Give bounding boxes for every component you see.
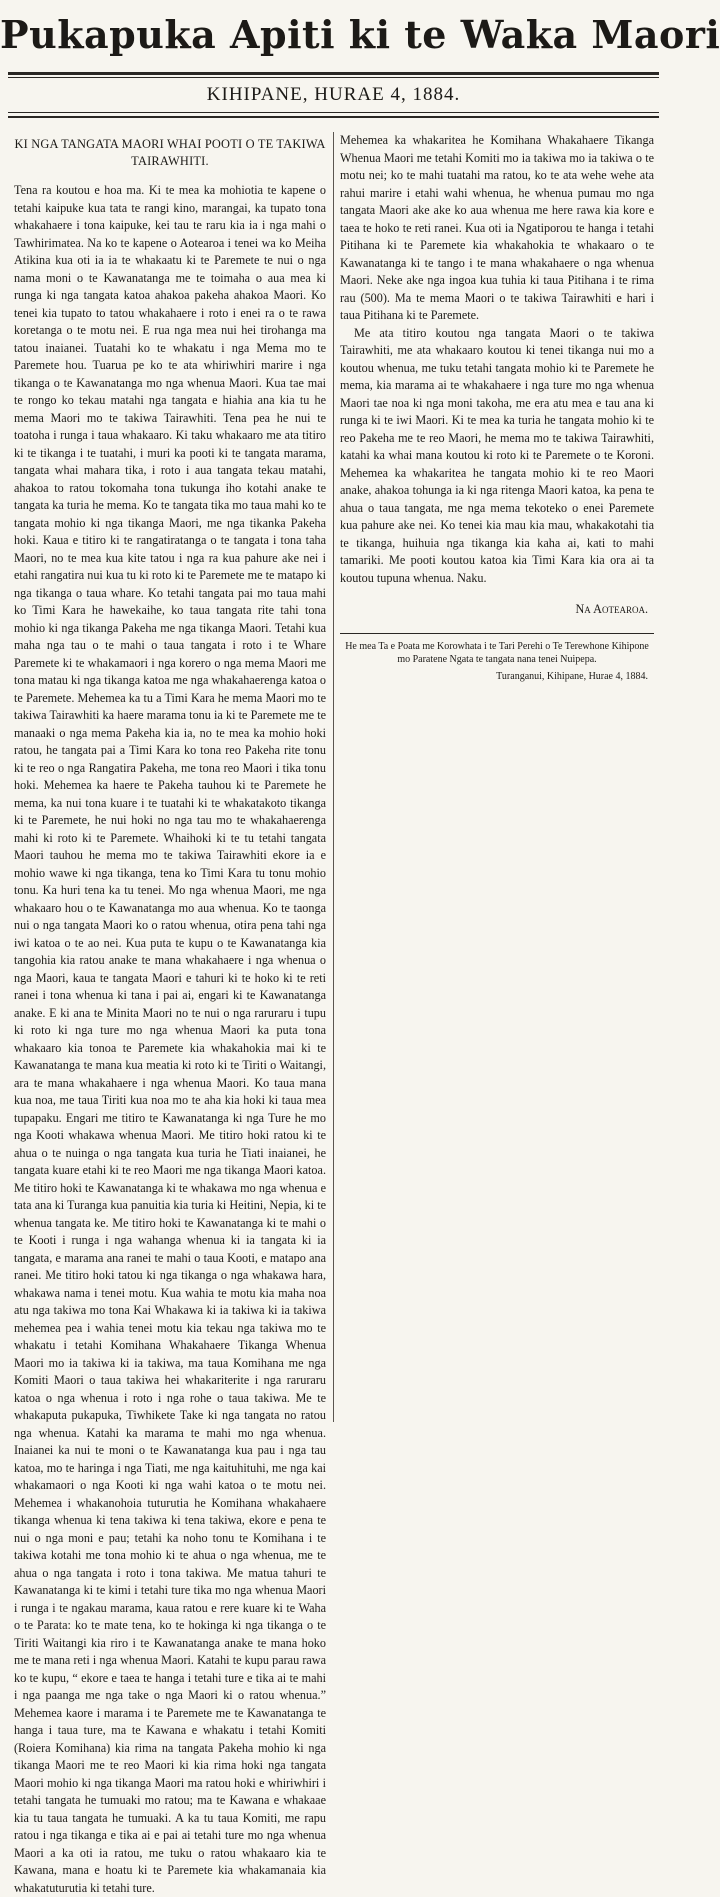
issue-dateline: KIHIPANE, HURAE 4, 1884. (206, 84, 461, 105)
masthead-title: Pukapuka Apiti ki te Waka Maori (0, 12, 720, 57)
printer-imprint: He mea Ta e Poata me Korowhata i te Tari Perehi o Te Terewhone Kihipone mo Paratene Ngata te tangata nana tenei Nuipepa. (345, 640, 649, 665)
article-headline: KI NGA TANGATA MAORI WHAI POOTI O TE TAKIWA TAIRAWHITI. (14, 137, 326, 168)
article-body-continued (340, 132, 654, 587)
footer-rule (340, 633, 654, 634)
masthead-rule (8, 72, 659, 75)
column-divider (333, 132, 334, 1422)
article-paragraph-1: Tena ra koutou e hoa ma. Ki te mea ka mohiotia te kapene o tetahi kaipuke kua tata te rangi kino, marangai, ka tupato tona whakahaere i tona kaipuke, kei tau te raru kia ia i nga mahi o Tawhirimatea. Na ko te kapene o Aotearoa i tenei wa ko Meiha Atikina kua oti ia ia te whakaatu ki te Paremete te nui o nga nama moni o te Kawanatanga me te toimaha o aua mea ki runga ki nga tangata katoa ahakoa pakeha ahakoa Maori. Ko tenei kia tupato to tatou whakahaere i roto i enei ra o te rawa koretanga o te motu nei. E rua nga mea nui hei tirohanga ma tatou inaianei. Tuatahi ko te whakatu i nga Mema mo te Paremete hou. Tuarua pe ko te ata whiriwhiri marire i nga tikanga o te Kawanatanga mo nga whenua Maori. Kua tae mai te rongo ko tekau matahi nga tangata e hiahia ana kia tu he mema Maori mo te takiwa Tairawhiti. Tena pea he nui te toatoha i runga i taua whakaaro. Ki taku whakaaro me ata titiro ki te tikanga i te tuatahi, i muri ka pooti ki te tangata marama, tangata whai mahara tika, i roto i aua tangata tekau matahi, ahakoa to ratou tokomaha tona tukunga iho kotahi anake te tangata ka turia he mema. Ko te tangata tika mo taua mahi ko te tangata mohio ki nga tikanga Maori, me nga tikanka Pakeha hoki. Kaua e titiro ki te rangatiratanga o te tangata i tona taha Maori, no te mea kua kite tatou i nga ra kua pahure ake nei i etahi rangatira nui kua tu ki roto ki te Paremete me te matapo ki nga tikanga o taua whare. Ko tetahi tangata pai mo taua mahi ko Timi Kara he hawekaihe, ko taua tangata rite tahi tona mohio ki nga tikanga Pakeha me nga tikanga Maori. Tetahi kua maha nga tau o te mahi o taua tangata i roto i te Whare Paremete ki te whakamaori i nga korero o nga mema Maori me tona matau ki nga tikanga katoa me nga whakahaerenga katoa o te Paremete. Mehemea ka tu a Timi Kara he mema Maori mo te takiwa Tairawhiti ka haere marama tonu ia ki te Paremete me te manaaki o nga mema Pakeha kia ia, no te mea ka mohio hoki ratou, he tangata pai a Timi Kara ko tona reo Pakeha rite tonu ki te reo o nga Rangatira Pakeha, me tona reo Maori i tika tonu hoki. Mehemea ka haere te Pakeha tauhou ki te Paremete he mema, ka nui tona kuare i te tuatahi ki te whakatakoto tikanga ki te Paremete, he nui hoki no nga tau mo te whakahaerenga mahi ki roto ki te Paremete. Whaihoki ki te tu tetahi tangata Maori tauhou he mema mo te takiwa Tairawhiti ekore ia e mohio wawe ki nga tikanga, tena ko Timi Kara tu tonu mohio tonu. Ka huri tena ka tu tenei. Mo nga whenua Maori, me nga whakaaro hou o te Kawanatanga mo aua whenua. Ko te taonga nui o nga tangata Maori ko o ratou whenua, otira pena tahi nga iwi katoa o te ao nei. Kua puta te kupu o te Kawanatanga kia tangohia kia ratou anake te mana whakahaere i nga whenua o nga Maori, kaua te tangata Maori e tahuri ki te hoko ki te reti ranei i tona whenua ki tana i pai ai, engari ki te Kawanatanga anake. E ki ana te Minita Maori no te nui o nga raruraru i tupu ki roto ki nga ture mo nga whenua Maori ka puta tona whakaaro kia tonoa te Paremete kia whakahokia mai ki te Kawanatanga te mana kua meatia ki roto ki te Tiriti o Waitangi, ara te mana whakahaere i nga whenua Maori. Ko taua mana kua noa, me taua Tiriti kua noa mo te aha kia hoki ki taua mea tupapaku. Engari me titiro te Kawanatanga ki nga Ture he mo nga Kooti whakawa whenua Maori. Me titiro hoki ratou ki te ahua o te nuinga o nga tangata kua turia he Tiati inaianei, he tangata kuare etahi ki te reo Maori me nga tikanga Maori katoa. Me titiro hoki te Kawanatanga ki te whakawa mo nga whenua e tata ana ki Turanga kua panuitia kia turia ki Heitini, Nepia, ki te whenua tangata ke. Me titiro hoki te Kawanatanga ki te mahi o te Kooti i runga i nga wahanga whenua ki ia tangata ki ia tangata, e marama ana ranei te mahi o taua Kooti, e matapo ana ranei. Me titiro hoki tatou ki nga tikanga o nga whakawa hara, whakawa nama i tenei motu. Kua wahia te motu kia maha noa atu nga takiwa mo tona Kai Whakawa ki ia takiwa ki ia takiwa mehemea pea i wahia tenei motu kia tekau nga takiwa mo te whakatu i tetahi Komihana Whakahaere Tikanga Whenua Maori mo ia takiwa ki ia takiwa, ma taua Komihana me nga Komiti Maori o taua takiwa hei whakariterite i nga raruraru katoa o nga whenua i roto i nga rohe o taua takiwa. Me te whakaputa pukapuka, Tiwhikete Take ki nga tangata no ratou nga whenua. Katahi ka marama te mahi mo nga whenua. Inaianei ka nui te moni o te Kawanatanga kua pau i nga tau katoa, mo te haringa i nga Tiati, me nga kaituhituhi, me nga kai whakamaori o nga Kooti ki nga wahi katoa o te motu nei. Mehemea i whakanohoia tuturutia he Komihana whakahaere tikanga whenua ki tena takiwa ki tena takiwa, ekore e pena te nui o nga moni e pau; tetahi ka noho tonu te Komihana i te takiwa kotahi me tona mohio ki te ahua o nga whenua, me te ahua o nga tangata i roto i tona takiwa. Me matua tahuri te Kawanatanga ki te kimi i tetahi ture tika mo nga whenua Maori i runga i te ngakau marama, kaua ratou e rere kuare ki te Waha o te Parata: ko te mate tena, ko te hokinga ki nga tikanga o te Tiriti Waitangi kia riro i te Kawanatanga anake te mana hoko me te mana reti i nga whenua Maori. Katahi te kupu parau rawa ko te kupu, “ ekore e taea te hanga i tetahi ture e tika ai te mahi i nga paanga me nga take o nga Maori ki o ratou whenua.” Mehemea kaore i marama i te Paremete me te Kawanatanga te hanga i taua ture, ma te Kawana e whakatu i tetahi Komiti (Roiera Komihana) kia rima na tangata Pakeha mohio ki nga tikanga Maori me te reo Maori ki kia rima hoki nga tangata Maori mohio ki nga tikanga Maori ma ratou hoki e whiriwhiri i tetahi tangata he tumuaki mo ratou; ma te Kawana e whakaae kia tu taua tangata he tumuaki. A ka tu taua Komiti, me rapu ratou i nga tikanga e tika ai e pai ai tetahi ture mo nga whenua Maori a ka oti ia ratou, me tuku o ratou whakaaro kia te Kawana, mana e hoatu ki te Paremete kia whakamanaia kia whakatuturutia ki tetahi ture. (14, 183, 326, 1895)
article-body (14, 182, 326, 1897)
article-signature: Na Aotearoa. (575, 602, 648, 616)
footer-dateline: Turanganui, Kihipane, Hurae 4, 1884. (496, 670, 648, 682)
article-paragraph-2: Mehemea ka whakaritea he Komihana Whakahaere Tikanga Whenua Maori me tetahi Komiti mo ia takiwa mo ia takiwa o te motu nei; ko te mahi tuatahi ma ratou, ko te ata wehe wehe ata rahui marire i etahi wahi whenua, he whenua pumau mo nga tangata Maori ake ake ko aua whenua me here rawa kia kore e taea te hoko te reti ranei. Kua oti ia Ngatiporou te hanga i tetahi Pitihana ki te Paremete kia whakahokia te whakaaro o te Kawanatanga ki te tango i te mana whakahaere o nga whenua Maori. Neke ake nga ingoa kua tuhia ki taua Pitihana i te rima rau (500). Ma te mema Maori o te takiwa Tairawhiti e hari i taua Pitihana ki te Paremete. (340, 133, 654, 322)
article-column-right (340, 132, 654, 1428)
dateline-rule (8, 112, 659, 113)
article-column-left (14, 132, 326, 1895)
dateline-rule-thick (8, 116, 659, 118)
article-paragraph-3: Me ata titiro koutou nga tangata Maori o te takiwa Tairawhiti, me ata whakaaro koutou ki tenei tikanga nui mo a koutou whenua, me tuku tetahi tangata mohio ki te Paremete he mema, kia marama ai te whakahaere i nga ture mo nga whenua Maori tae noa ki nga moni takoha, me era atu mea e tau ana ki runga ki te iwi Maori. Ki te mea ka turia he tangata mohio ki te reo Pakeha me te reo Maori, he mema mo te takiwa Tairawhiti, katahi ka whai mana koutou ki roto ki te Paremete o te Koroni. Mehemea ka whakaritea he tangata mohio ki te reo Maori anake, ahakoa tohunga ia ki nga ritenga Maori katoa, ka pena te ahua o taua tangata, me nga mema tekoteko o enei Paremete kua pahure ake nei. Ko tenei kia mau kia mau, whakakotahi tia te tikanga, huihuia nga tikanga kia kaha ai, kati to mahi tamariki. Me pooti koutou katoa kia Timi Kara kia ora ai ta koutou tupuna whenua. Naku. (340, 325, 654, 585)
masthead-rule-thin (8, 77, 659, 78)
